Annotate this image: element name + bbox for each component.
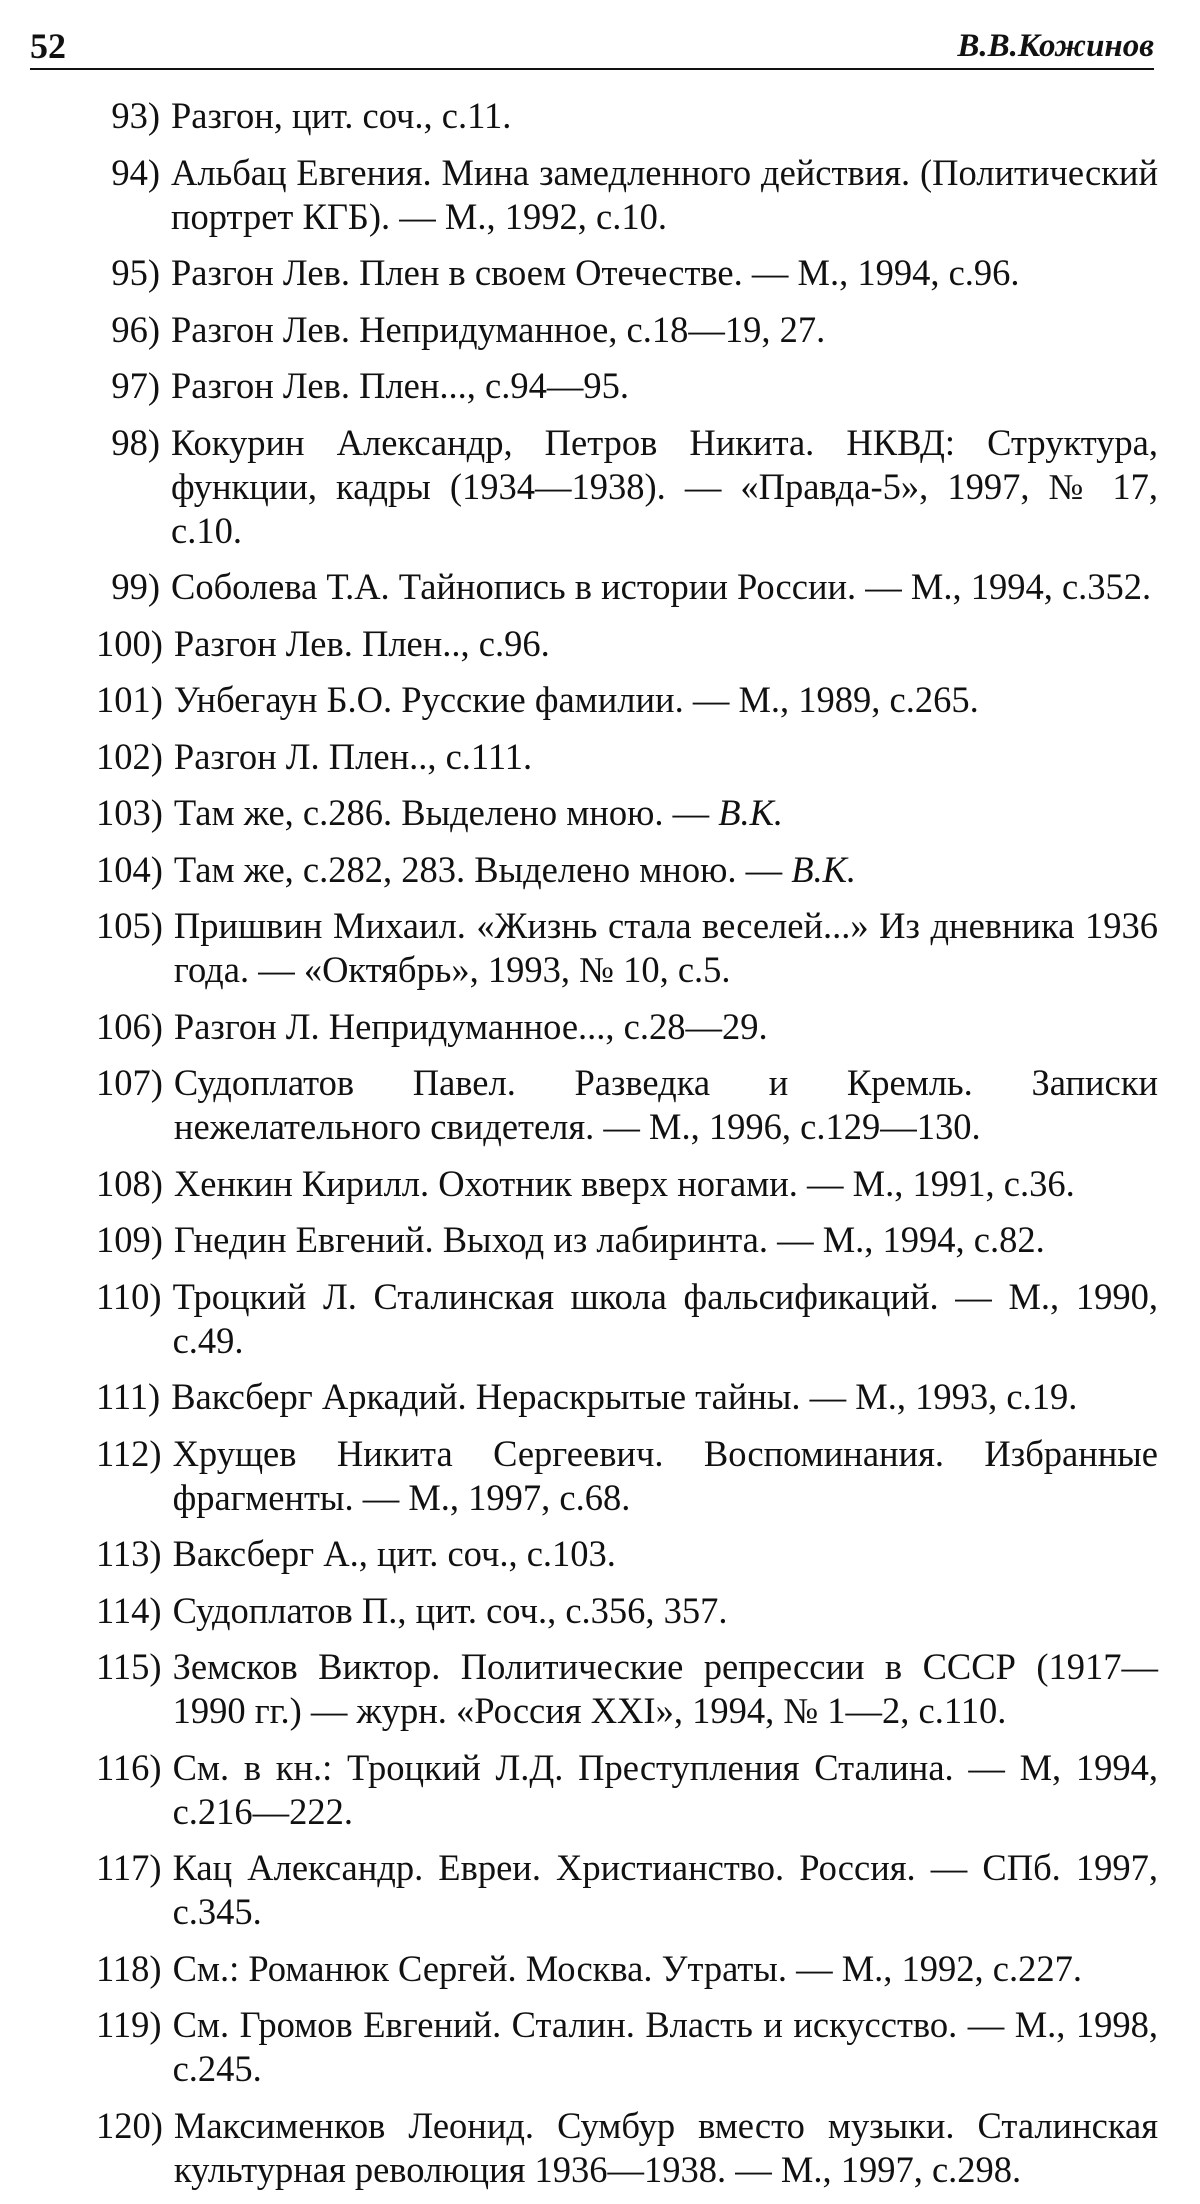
note-text: Разгон Лев. Непридуманное, с.18—19, 27. [171, 308, 826, 350]
note-number: 118) [96, 1947, 162, 1989]
endnote-115 [96, 1645, 1158, 1733]
endnote-106 [96, 1005, 1158, 1049]
endnote-105 [96, 904, 1158, 992]
endnote-113 [96, 1532, 1158, 1576]
note-number: 108) [96, 1162, 163, 1204]
endnote-118 [96, 1947, 1158, 1991]
note-text: Пришвин Михаил. «Жизнь стала веселей...» Из дневника 1936 года. — «Октябрь», 1993, № 10, с.5. [173, 905, 1158, 990]
note-text: Земсков Виктор. Политические репрессии в СССР (1917—1990 гг.) — журн. «Россия XXI», 1994, № 1—2, с.110. [172, 1646, 1158, 1731]
note-text-italic: В.К. [791, 848, 857, 890]
endnote-96 [96, 308, 1158, 352]
note-number: 114) [96, 1589, 162, 1631]
note-text: См. Громов Евгений. Сталин. Власть и искусство. — М., 1998, с.245. [172, 2004, 1158, 2089]
note-text: Альбац Евгения. Мина замедленного действия. (Политический портрет КГБ). — М., 1992, с.10. [171, 151, 1158, 237]
note-number: 113) [96, 1533, 162, 1574]
note-number: 97) [111, 365, 160, 406]
endnote-104 [96, 848, 1158, 892]
note-text-main: Там же, с.286. Выделено мною. — [173, 792, 719, 833]
note-number: 105) [96, 905, 163, 946]
endnote-101 [96, 678, 1158, 722]
endnote-119 [96, 2003, 1158, 2091]
endnote-94 [96, 151, 1158, 239]
note-text: Кокурин Александр, Петров Никита. НКВД: Структура, функции, кадры (1934—1938). — «Правда-5», 1997, № 17, с.10. [171, 421, 1158, 551]
page-header [30, 26, 1154, 70]
note-number: 98) [111, 421, 160, 463]
note-number: 104) [96, 848, 163, 890]
note-number: 115) [96, 1646, 162, 1687]
note-number: 111) [96, 1376, 161, 1417]
note-text: Судоплатов П., цит. соч., с.356, 357. [172, 1589, 728, 1631]
note-text: Троцкий Л. Сталинская школа фальсификаций. — М., 1990, с.49. [172, 1275, 1158, 1361]
note-text: Кац Александр. Евреи. Христианство. Россия. — СПб. 1997, с.345. [172, 1847, 1158, 1932]
endnote-112 [96, 1432, 1158, 1520]
endnote-93 [96, 94, 1158, 138]
note-number: 99) [111, 566, 160, 607]
note-text: Унбегаун Б.О. Русские фамилии. — М., 1989, с.265. [173, 679, 979, 720]
note-text: Соболева Т.А. Тайнопись в истории России. — М., 1994, с.352. [171, 566, 1152, 607]
endnote-108 [96, 1162, 1158, 1206]
note-text: Разгон Лев. Плен..., с.94—95. [171, 365, 629, 406]
endnote-111 [96, 1375, 1158, 1419]
endnote-97 [96, 364, 1158, 408]
note-text [163, 791, 1158, 835]
note-number: 107) [96, 1062, 163, 1103]
note-text: Гнедин Евгений. Выход из лабиринта. — М., 1994, с.82. [173, 1219, 1045, 1260]
endnote-95 [96, 251, 1158, 295]
endnote-103 [96, 791, 1158, 835]
running-head-author: В.В.Кожинов [957, 28, 1154, 64]
note-number: 102) [96, 735, 163, 777]
note-number: 96) [111, 308, 160, 350]
note-number: 117) [96, 1847, 162, 1888]
endnote-120 [96, 2104, 1158, 2192]
note-number: 95) [111, 252, 160, 293]
note-number: 120) [96, 2104, 163, 2146]
note-text: Ваксберг Аркадий. Нераскрытые тайны. — М., 1993, с.19. [171, 1376, 1078, 1417]
note-text: См. в кн.: Троцкий Л.Д. Преступления Сталина. — М, 1994, с.216—222. [172, 1746, 1158, 1832]
note-text: Разгон Л. Плен.., с.111. [173, 735, 533, 777]
endnote-110 [96, 1275, 1158, 1363]
note-text: Судоплатов Павел. Разведка и Кремль. Записки нежелательного свидетеля. — М., 1996, с.129—130. [173, 1062, 1158, 1147]
note-text: Разгон Л. Непридуманное..., с.28—29. [173, 1005, 768, 1047]
note-text-italic: В.К. [718, 792, 784, 833]
endnote-100 [96, 622, 1158, 666]
note-number: 106) [96, 1005, 163, 1047]
note-number: 103) [96, 792, 163, 833]
note-number: 112) [96, 1432, 162, 1474]
note-text [163, 848, 1158, 892]
page-number: 52 [30, 26, 66, 66]
note-number: 119) [96, 2004, 162, 2045]
note-text: Хрущев Никита Сергеевич. Воспоминания. Избранные фрагменты. — М., 1997, с.68. [172, 1432, 1158, 1518]
note-text: См.: Романюк Сергей. Москва. Утраты. — М., 1992, с.227. [172, 1947, 1082, 1989]
endnote-102 [96, 735, 1158, 779]
endnote-116 [96, 1746, 1158, 1834]
endnote-99 [96, 565, 1158, 609]
note-text: Ваксберг А., цит. соч., с.103. [172, 1533, 616, 1574]
note-number: 101) [96, 679, 163, 720]
note-text: Хенкин Кирилл. Охотник вверх ногами. — М., 1991, с.36. [173, 1162, 1075, 1204]
note-number: 100) [96, 622, 163, 664]
endnotes-list [96, 94, 1158, 2204]
endnote-98 [96, 421, 1158, 553]
endnote-109 [96, 1218, 1158, 1262]
note-text: Разгон, цит. соч., с.11. [171, 95, 512, 136]
note-number: 110) [96, 1275, 162, 1317]
note-text-main: Там же, с.282, 283. Выделено мною. — [173, 848, 792, 890]
note-text: Разгон Лев. Плен в своем Отечестве. — М., 1994, с.96. [171, 252, 1020, 293]
endnote-107 [96, 1061, 1158, 1149]
endnote-114 [96, 1589, 1158, 1633]
note-text: Максименков Леонид. Сумбур вместо музыки. Сталинская культурная революция 1936—1938. — М., 1997, с.298. [173, 2104, 1158, 2190]
note-number: 116) [96, 1746, 162, 1788]
note-number: 93) [111, 95, 160, 136]
note-number: 109) [96, 1219, 163, 1260]
note-text: Разгон Лев. Плен.., с.96. [173, 622, 550, 664]
note-number: 94) [111, 151, 160, 193]
endnote-117 [96, 1846, 1158, 1934]
